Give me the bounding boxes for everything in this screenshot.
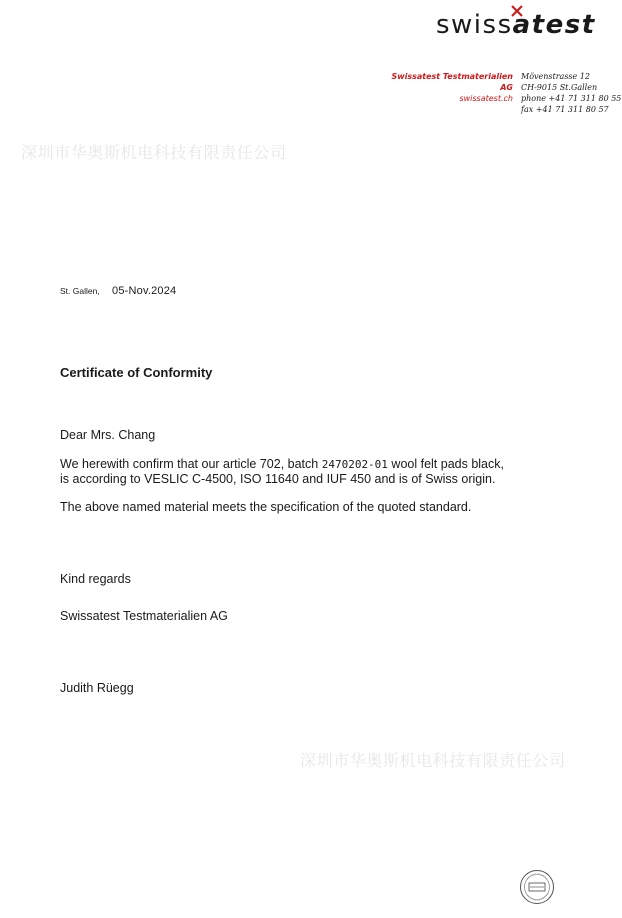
signing-company: Swissatest Testmaterialien AG xyxy=(60,609,228,623)
swiss-cross-icon xyxy=(510,4,524,18)
confirmation-line-2: is according to VESLIC C-4500, ISO 11640 and IUF 450 and is of Swiss origin. xyxy=(60,472,496,486)
address-street: Mövenstrasse 12 xyxy=(521,72,590,81)
confirmation-line-1 xyxy=(60,457,504,472)
watermark-text: 深圳市华奥斯机电科技有限责任公司 xyxy=(300,751,566,770)
letter-salutation: Dear Mrs. Chang xyxy=(60,428,156,442)
address-phone: phone +41 71 311 80 55 xyxy=(521,94,622,103)
letter-subject: Certificate of Conformity xyxy=(60,365,213,380)
signer-name: Judith Rüegg xyxy=(60,681,134,695)
logo-text-light: swiss xyxy=(436,10,513,40)
logo-text-bold: atest xyxy=(512,10,596,40)
specification-statement: The above named material meets the specification of the quoted standard. xyxy=(60,500,472,514)
certification-seal-icon xyxy=(519,869,555,905)
confirm-prefix: We herewith confirm that our article 702, batch xyxy=(60,457,322,471)
batch-number: 2470202-01 xyxy=(321,458,388,471)
letter-place: St. Gallen, xyxy=(60,286,100,296)
closing-regards: Kind regards xyxy=(60,572,131,586)
watermark-text: 深圳市华奥斯机电科技有限责任公司 xyxy=(21,143,287,162)
confirmation-paragraph xyxy=(60,457,504,487)
address-fax: fax +41 71 311 80 57 xyxy=(521,105,609,114)
letter-date: 05-Nov.2024 xyxy=(112,285,177,297)
company-info xyxy=(380,71,513,104)
swissatest-logo xyxy=(436,10,606,46)
company-address xyxy=(521,71,621,115)
confirm-suffix: wool felt pads black, xyxy=(387,457,504,471)
address-city: CH-9015 St.Gallen xyxy=(521,83,598,92)
company-name: Swissatest Testmaterialien AG xyxy=(391,72,513,92)
company-website[interactable]: swissatest.ch xyxy=(459,94,513,103)
